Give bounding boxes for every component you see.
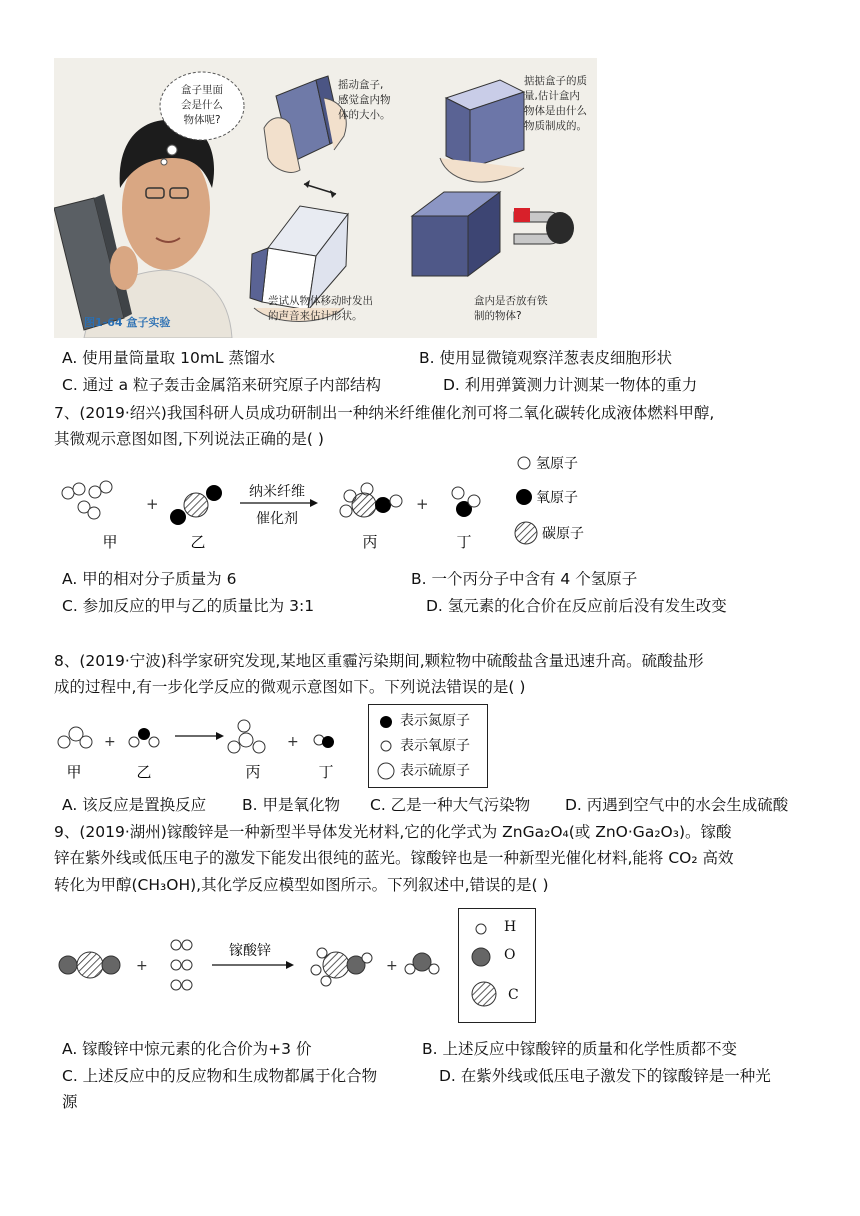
q7-stem-line-2: 其微观示意图如图,下列说法正确的是( ) xyxy=(54,430,324,448)
svg-text:+: + xyxy=(416,495,429,513)
q8-product-bing xyxy=(228,720,265,753)
q9-option-a: A. 镓酸锌中惊元素的化合价为+3 价 xyxy=(62,1040,312,1058)
q7-reaction-diagram xyxy=(54,455,614,560)
q8-option-a: A. 该反应是置换反应 xyxy=(62,796,207,814)
q7-option-c: C. 参加反应的甲与乙的质量比为 3:1 xyxy=(62,597,315,615)
boy-illustration xyxy=(54,120,232,338)
note-shake-2: 感觉盒内物 xyxy=(338,94,391,106)
q9-reactant-co2 xyxy=(59,952,120,978)
q8-legend xyxy=(368,704,488,788)
svg-text:+: + xyxy=(104,734,116,750)
q7-label-bing: 丙 xyxy=(362,533,378,551)
q7-legend-c: 碳原子 xyxy=(542,526,584,542)
q7-label-yi: 乙 xyxy=(190,533,206,551)
lifting-box-illustration xyxy=(440,74,587,182)
q8-label-jia: 甲 xyxy=(66,763,82,781)
q8-label-bing: 丙 xyxy=(245,763,261,781)
bubble-line-2: 会是什么 xyxy=(181,99,223,111)
note-iron-1: 盒内是否放有铁 xyxy=(474,295,548,307)
q6-option-b: B. 使用显微镜观察洋葱表皮细胞形状 xyxy=(419,349,672,367)
q8-legend-s: 表示硫原子 xyxy=(400,763,470,779)
svg-text:+: + xyxy=(146,495,159,513)
q8-option-c: C. 乙是一种大气污染物 xyxy=(370,796,531,814)
note-mass-4: 物质制成的。 xyxy=(524,120,587,132)
q7-option-d: D. 氢元素的化合价在反应前后没有发生改变 xyxy=(426,597,727,615)
q9-product-h2o xyxy=(405,953,439,974)
q9-option-d-continued: 源 xyxy=(62,1093,78,1111)
q9-stem-line-1: 9、(2019·湖州)镓酸锌是一种新型半导体发光材料,它的化学式为 ZnGa₂O₄(或 ZnO·Ga₂O₃)。镓酸 xyxy=(54,823,732,841)
q9-legend xyxy=(458,908,536,1023)
q9-reaction-diagram xyxy=(54,925,454,1005)
note-sound-1: 尝试从物体移动时发出 xyxy=(268,295,373,307)
note-shake-1: 摇动盒子, xyxy=(338,79,384,91)
q7-label-jia: 甲 xyxy=(102,533,118,551)
q6-option-a: A. 使用量筒量取 10mL 蒸馏水 xyxy=(62,349,275,367)
q7-legend-o: 氧原子 xyxy=(536,490,578,506)
q9-legend-h: H xyxy=(504,919,517,935)
q8-reaction-diagram xyxy=(54,704,364,784)
q7-option-a: A. 甲的相对分子质量为 6 xyxy=(62,570,237,588)
note-sound-2: 的声音来估计形状。 xyxy=(268,310,363,322)
q8-stem-line-2: 成的过程中,有一步化学反应的微观示意图如下。下列说法错误的是( ) xyxy=(54,678,526,696)
q7-legend-h: 氢原子 xyxy=(536,456,578,472)
box-experiment-figure xyxy=(54,58,597,338)
q8-reactant-jia xyxy=(58,727,92,748)
q9-product-ch3oh xyxy=(311,948,372,986)
svg-text:+: + xyxy=(136,958,148,974)
note-mass-1: 掂掂盒子的质 xyxy=(524,75,587,87)
q7-arrow-top-label: 纳米纤维 xyxy=(249,484,305,500)
q7-product-bing xyxy=(340,483,402,517)
tilting-box-illustration xyxy=(250,180,373,322)
q9-reactant-h2 xyxy=(171,940,192,990)
bubble-line-3: 物体呢? xyxy=(183,114,221,126)
note-mass-3: 物体是由什么 xyxy=(524,105,587,117)
q9-legend-c: C xyxy=(508,987,519,1003)
q8-legend-n: 表示氮原子 xyxy=(400,713,470,729)
q9-option-d: D. 在紫外线或低压电子激发下的镓酸锌是一种光 xyxy=(439,1067,771,1085)
q8-stem-line-1: 8、(2019·宁波)科学家研究发现,某地区重霾污染期间,颗粒物中硫酸盐含量迅速升高。硫酸盐形 xyxy=(54,652,704,670)
magnet-box-illustration xyxy=(412,192,574,322)
q9-option-c: C. 上述反应中的反应物和生成物都属于化合物 xyxy=(62,1067,378,1085)
note-shake-3: 体的大小。 xyxy=(338,109,391,121)
q6-option-c: C. 通过 a 粒子轰击金属箔来研究原子内部结构 xyxy=(62,376,382,394)
q9-option-b: B. 上述反应中镓酸锌的质量和化学性质都不变 xyxy=(422,1040,737,1058)
q6-option-d: D. 利用弹簧测力计测某一物体的重力 xyxy=(443,376,698,394)
figure-caption: 图1-64 盒子实验 xyxy=(84,316,171,329)
bubble-line-1: 盒子里面 xyxy=(181,84,223,96)
q8-label-ding: 丁 xyxy=(318,763,334,781)
q7-product-ding xyxy=(452,487,480,517)
q9-stem-line-2: 锌在紫外线或低压电子的激发下能发出很纯的蓝光。镓酸锌也是一种新型光催化材料,能将 CO₂ 高效 xyxy=(54,849,734,867)
q9-stem-line-3: 转化为甲醇(CH₃OH),其化学反应模型如图所示。下列叙述中,错误的是( ) xyxy=(54,876,549,894)
svg-text:+: + xyxy=(386,958,398,974)
svg-text:+: + xyxy=(287,734,299,750)
note-mass-2: 量,估计盒内 xyxy=(524,90,580,102)
shaking-box-illustration xyxy=(264,76,391,172)
q8-legend-o: 表示氧原子 xyxy=(400,738,470,754)
q8-option-d: D. 丙遇到空气中的水会生成硫酸 xyxy=(565,796,789,814)
q7-arrow-bottom-label: 催化剂 xyxy=(256,511,298,527)
q8-reactant-yi xyxy=(129,728,159,747)
q8-product-ding xyxy=(314,735,334,748)
q7-legend xyxy=(515,456,584,544)
q7-label-ding: 丁 xyxy=(456,533,472,551)
box-experiment-illustration xyxy=(54,58,597,338)
q9-arrow-top-label: 镓酸锌 xyxy=(229,943,271,959)
q9-legend-o: O xyxy=(504,947,516,963)
q7-reactant-jia xyxy=(62,481,112,519)
q7-reactant-yi xyxy=(170,485,222,525)
q8-option-b: B. 甲是氧化物 xyxy=(242,796,340,814)
note-iron-2: 制的物体? xyxy=(474,310,522,322)
q7-option-b: B. 一个丙分子中含有 4 个氢原子 xyxy=(411,570,638,588)
q8-label-yi: 乙 xyxy=(136,763,152,781)
q7-stem-line-1: 7、(2019·绍兴)我国科研人员成功研制出一种纳米纤维催化剂可将二氧化碳转化成液体燃料甲醇, xyxy=(54,404,715,422)
